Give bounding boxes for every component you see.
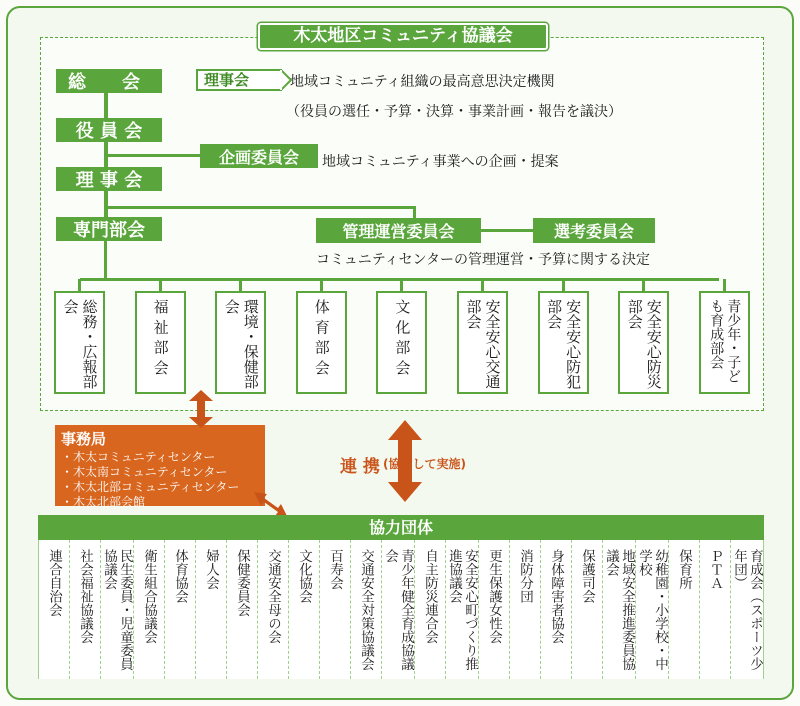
jimukyoku-title: 事務局 xyxy=(61,430,107,448)
kikaku-box xyxy=(200,144,318,168)
senkou-label: 選考委員会 xyxy=(553,222,634,241)
organization-label: 文化協会 xyxy=(296,549,312,603)
organization-column xyxy=(39,540,70,679)
organization-label: 保育所 xyxy=(676,549,692,590)
yakuinkai-label: 役 員 会 xyxy=(75,121,143,142)
renkei-main: 連 携 xyxy=(340,457,380,477)
organization-label: 青少年健全育成協議会 xyxy=(382,549,414,671)
governance-spine xyxy=(104,93,108,223)
organization-column xyxy=(603,540,636,679)
dept-label: 安全安心防犯部会 xyxy=(545,299,583,389)
organization-label: 保護司会 xyxy=(579,549,595,603)
organization-label: 体育協会 xyxy=(172,549,188,603)
organization-column xyxy=(351,540,382,679)
organization-label: 安全安心町づくり推進協議会 xyxy=(446,549,478,671)
organization-column xyxy=(636,540,669,679)
dept-taiiku xyxy=(296,291,347,394)
organization-label: 社会福祉協議会 xyxy=(77,549,93,644)
organization-column xyxy=(289,540,320,679)
senmonbukai-box xyxy=(56,217,162,241)
organization-column xyxy=(700,540,731,679)
council-title: 木太地区コミュニティ協議会 xyxy=(258,23,548,50)
organization-column xyxy=(479,540,510,679)
organization-column xyxy=(415,540,446,679)
kyouryoku-header: 協力団体 xyxy=(38,515,764,540)
dept-kankyou-hoken xyxy=(215,291,266,394)
organization-label: 消防分団 xyxy=(517,549,533,603)
dept-somu-kouhou xyxy=(54,291,105,394)
soukai-box xyxy=(56,69,162,93)
dept-anzen-bousai xyxy=(618,291,669,394)
kikaku-label: 企画委員会 xyxy=(218,147,299,167)
kanri-label: 管理運営委員会 xyxy=(342,222,455,241)
dept-label: 青少年・子ども育成部会 xyxy=(708,299,742,383)
organization-column xyxy=(134,540,165,679)
dept-label: 体育部会 xyxy=(312,299,331,380)
dept-label: 福祉部会 xyxy=(151,299,170,380)
organization-label: 身体障害者協会 xyxy=(548,549,564,644)
dept-label: 安全安心防災部会 xyxy=(625,299,663,389)
organization-column xyxy=(70,540,101,679)
organization-label: 民生委員・児童委員協議会 xyxy=(101,549,133,671)
organization-column xyxy=(196,540,227,679)
kanri-connector-h xyxy=(108,206,415,209)
organization-label: 連合自治会 xyxy=(46,549,62,617)
organization-column xyxy=(382,540,415,679)
kanri-connector-v xyxy=(413,206,416,218)
senkou-box xyxy=(533,218,655,243)
renkei-sub: (協働して実施) xyxy=(383,457,466,471)
organization-label: 婦人会 xyxy=(203,549,219,590)
dept-label: 総務・広報部会 xyxy=(61,299,99,389)
kikaku-connector xyxy=(108,154,200,157)
dept-seishounen xyxy=(699,291,750,394)
organization-label: ＰＴＡ xyxy=(707,549,723,590)
dept-anzen-bouhan xyxy=(538,291,589,394)
organization-column xyxy=(669,540,700,679)
jimukyoku-box xyxy=(55,425,265,509)
dept-fukushi xyxy=(135,291,186,394)
organization-row xyxy=(38,540,764,679)
jimukyoku-item: ・木太北部会館 xyxy=(61,495,146,509)
organization-column xyxy=(258,540,289,679)
senmonbukai-label: 専門部会 xyxy=(73,220,145,241)
organization-column xyxy=(227,540,258,679)
organization-column xyxy=(731,540,764,679)
soukai-label: 総 会 xyxy=(68,72,140,93)
kanri-box xyxy=(316,218,481,243)
rijikai-ribbon: 理事会 xyxy=(196,69,282,91)
organization-column xyxy=(510,540,541,679)
organization-label: 保健委員会 xyxy=(234,549,250,617)
organization-label: 自主防災連合会 xyxy=(422,549,438,644)
senkou-connector xyxy=(481,229,533,232)
jimukyoku-item: ・木太北部コミュニティセンター xyxy=(61,480,240,494)
dept-label: 安全安心交通部会 xyxy=(464,299,502,389)
dept-label: 文化部会 xyxy=(393,299,412,380)
jimukyoku-item: ・木太南コミュニティセンター xyxy=(61,465,228,479)
organization-label: 衛生組合協議会 xyxy=(141,549,157,644)
rijikai-desc-1: 地域コミュニティ組織の最高意思決定機関 xyxy=(290,74,555,90)
dept-trunk xyxy=(104,241,107,280)
organization-label: 更生保護女性会 xyxy=(486,549,502,644)
yakuinkai-box xyxy=(56,118,162,142)
organization-column xyxy=(165,540,196,679)
rijikai-box xyxy=(56,167,162,191)
organization-column xyxy=(320,540,351,679)
organization-label: 百寿会 xyxy=(327,549,343,590)
organization-column xyxy=(541,540,572,679)
rijikai-label: 理 事 会 xyxy=(75,170,143,191)
dept-label: 環境・保健部会 xyxy=(222,299,260,389)
jimu-council-arrow-icon xyxy=(189,390,213,428)
organization-label: 幼稚園・小学校・中学校 xyxy=(636,549,668,671)
organization-label: 地域安全推進委員協議会 xyxy=(603,549,635,671)
organization-label: 育成会（スポーツ少年団） xyxy=(731,549,763,671)
organization-label: 交通安全対策協議会 xyxy=(358,549,374,671)
organization-label: 交通安全母の会 xyxy=(265,549,281,644)
organization-column xyxy=(101,540,134,679)
dept-anzen-koutsuu xyxy=(457,291,508,394)
dept-bunka xyxy=(376,291,427,394)
kanri-desc: コミュニティセンターの管理運営・予算に関する決定 xyxy=(316,252,651,268)
rijikai-desc-2: （役員の選任・予算・決算・事業計画・報告を議決） xyxy=(286,104,622,120)
jimukyoku-item: ・木太コミュニティセンター xyxy=(61,450,216,464)
organization-column xyxy=(572,540,603,679)
organization-column xyxy=(446,540,479,679)
kikaku-desc: 地域コミュニティ事業への企画・提案 xyxy=(322,154,559,170)
